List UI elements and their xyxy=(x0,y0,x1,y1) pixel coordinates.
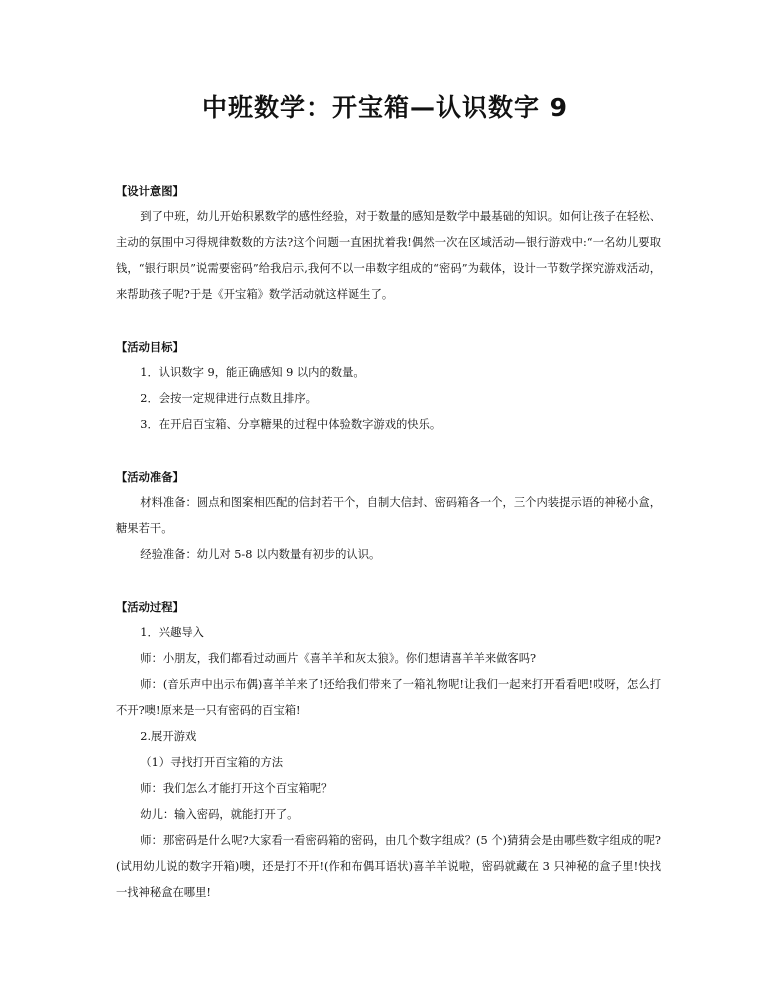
goal-item: 2．会按一定规律进行点数且排序。 xyxy=(140,392,317,405)
paragraph: 幼儿：输入密码，就能打开了。 xyxy=(140,808,299,821)
section-heading: 【活动目标】 xyxy=(116,340,184,354)
paragraph: 材料准备：圆点和图案相匹配的信封若干个，自制大信封、密码箱各一个，三个内装提示语的神秘小盒，糖果若干。 xyxy=(116,496,661,535)
section-design-intent xyxy=(116,178,661,308)
goal-item: 1．认识数字 9，能正确感知 9 以内的数量。 xyxy=(140,366,365,379)
paragraph: 师：那密码是什么呢?大家看一看密码箱的密码，由几个数字组成？(5 个)猜猜会是由哪些数字组成的呢?(试用幼儿说的数字开箱)噢，还是打不开!(作和布偶耳语状)喜羊羊说啦，密码就藏在 3 只神秘的盒子里!快找一找神秘盒在哪里! xyxy=(116,834,661,899)
section-activity-goals xyxy=(116,334,661,438)
section-heading: 【活动准备】 xyxy=(116,470,184,484)
document-title: 中班数学：开宝箱—认识数字 9 xyxy=(201,93,569,122)
goal-item: 3．在开启百宝箱、分享糖果的过程中体验数字游戏的快乐。 xyxy=(140,418,442,431)
paragraph: 师：小朋友，我们都看过动画片《喜羊羊和灰太狼》。你们想请喜羊羊来做客吗? xyxy=(140,652,537,665)
paragraph: 师：(音乐声中出示布偶)喜羊羊来了!还给我们带来了一箱礼物呢!让我们一起来打开看看吧!哎呀，怎么打不开?噢!原来是一只有密码的百宝箱! xyxy=(116,678,661,717)
paragraph: 师：我们怎么才能打开这个百宝箱呢？ xyxy=(140,782,333,795)
step-heading: 2.展开游戏 xyxy=(140,730,197,743)
section-activity-prep xyxy=(116,464,661,568)
sub-heading: （1）寻找打开百宝箱的方法 xyxy=(140,756,284,769)
step-heading: 1．兴趣导入 xyxy=(140,626,204,639)
paragraph: 到了中班，幼儿开始积累数学的感性经验，对于数量的感知是数学中最基础的知识。如何让孩子在轻松、主动的氛围中习得规律数数的方法?这个问题一直困扰着我!偶然一次在区域活动—银行游戏中:“一名幼儿要取钱，“银行职员”说需要密码”给我启示,我何不以一串数字组成的“密码”为载体，设计一节数学探究游戏活动，来帮助孩子呢?于是《开宝箱》数学活动就这样诞生了。 xyxy=(116,210,661,301)
section-heading: 【活动过程】 xyxy=(116,600,184,614)
section-heading: 【设计意图】 xyxy=(116,184,184,198)
document-body xyxy=(116,178,661,932)
paragraph: 经验准备：幼儿对 5-8 以内数量有初步的认识。 xyxy=(140,548,381,561)
section-activity-process xyxy=(116,594,661,906)
